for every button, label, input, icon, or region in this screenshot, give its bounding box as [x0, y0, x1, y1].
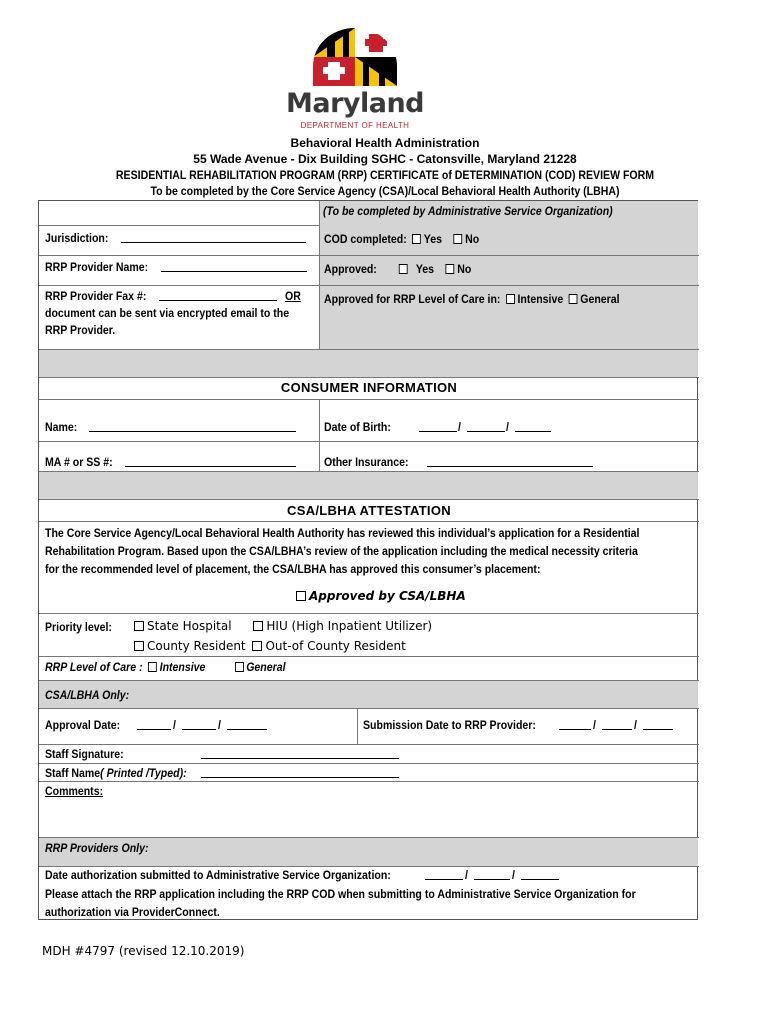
out-county-checkbox[interactable] [252, 641, 262, 651]
attach-instruction-1: Please attach the RRP application including the RRP COD when submitting to Administrative Service Organization for [45, 887, 636, 901]
approved-general-checkbox[interactable] [569, 294, 578, 304]
dob-label: Date of Birth: [324, 420, 391, 434]
approved-level-row [324, 292, 620, 306]
state-hospital-label: State Hospital [147, 619, 232, 633]
attach-instruction-2: authorization via ProviderConnect. [45, 905, 220, 919]
fax-note-line2: RRP Provider. [45, 323, 116, 337]
attestation-para-1: The Core Service Agency/Local Behavioral Health Authority has reviewed this individual’s application for a Residential [45, 526, 640, 540]
staff-name-row [45, 766, 187, 780]
cod-completed-row [324, 232, 479, 246]
dob-sep-2: / [506, 420, 509, 434]
approved-by-checkbox[interactable] [296, 591, 306, 601]
separator-bar-2 [39, 472, 698, 499]
auth-month-field[interactable] [425, 868, 463, 880]
approved-general-label: General [580, 292, 620, 306]
dob-month-field[interactable] [419, 420, 457, 432]
submission-day-field[interactable] [602, 718, 632, 730]
provider-fax-label: RRP Provider Fax #: [45, 289, 147, 303]
fax-note-line1: document can be sent via encrypted email to the [45, 306, 290, 320]
auth-year-field[interactable] [521, 868, 559, 880]
ma-ss-field[interactable] [125, 455, 296, 467]
submission-sep-1: / [593, 718, 596, 732]
hiu-label: HIU (High Inpatient Utilizer) [266, 619, 433, 633]
priority-row-1 [131, 619, 432, 633]
approved-intensive-checkbox[interactable] [506, 294, 515, 304]
printed-typed-label: ( Printed /Typed): [100, 766, 187, 780]
rrp-only-title: RRP Providers Only: [45, 841, 149, 855]
consumer-info-title: CONSUMER INFORMATION [280, 380, 458, 395]
approved-row [324, 262, 471, 276]
name-label: Name: [45, 420, 78, 434]
form-table [38, 200, 698, 920]
logo-department: DEPARTMENT OF HEALTH [300, 121, 410, 130]
rrp-level-row [45, 660, 286, 674]
separator-bar [39, 350, 698, 377]
cod-yes-label: Yes [423, 232, 442, 246]
provider-name-field[interactable] [161, 260, 307, 272]
auth-sep-1: / [465, 868, 468, 882]
submission-sep-2: / [634, 718, 637, 732]
logo-wordmark: Maryland [285, 88, 425, 119]
dob-year-field[interactable] [515, 420, 551, 432]
out-county-label: Out-of County Resident [265, 639, 406, 653]
attestation-para-2: Rehabilitation Program. Based upon the CSA/LBHA’s review of the application including the medical necessity criteria [45, 544, 638, 558]
cod-completed-label: COD completed: [324, 232, 407, 246]
rrp-general-label: General [246, 660, 286, 674]
ma-ss-label: MA # or SS #: [45, 455, 113, 469]
approved-by-label: Approved by CSA/LBHA [309, 589, 466, 603]
approval-sep-1: / [173, 718, 176, 732]
maryland-logo [285, 28, 425, 132]
attestation-title: CSA/LBHA ATTESTATION [287, 503, 451, 518]
jurisdiction-label: Jurisdiction: [45, 231, 109, 245]
approved-label: Approved: [324, 262, 377, 276]
cod-no-checkbox[interactable] [454, 234, 463, 244]
county-resident-label: County Resident [147, 639, 246, 653]
comments-field[interactable] [119, 783, 689, 835]
approved-yes-checkbox[interactable] [399, 264, 408, 274]
aso-note: (To be completed by Administrative Service Organization) [323, 204, 613, 218]
rrp-general-checkbox[interactable] [235, 662, 244, 672]
auth-sep-2: / [512, 868, 515, 882]
staff-signature-field[interactable] [201, 747, 399, 759]
county-resident-checkbox[interactable] [134, 641, 144, 651]
comments-label: Comments: [45, 784, 104, 798]
approved-yes-label: Yes [415, 262, 435, 276]
submission-year-field[interactable] [643, 718, 673, 730]
staff-name-field[interactable] [201, 766, 399, 778]
priority-label: Priority level: [45, 620, 112, 634]
priority-row-2 [131, 639, 406, 653]
csa-only-bar [39, 681, 698, 708]
auth-day-field[interactable] [474, 868, 510, 880]
csa-only-title: CSA/LBHA Only: [45, 688, 130, 702]
rrp-level-label: RRP Level of Care : [45, 660, 143, 674]
approved-intensive-label: Intensive [517, 292, 564, 306]
rrp-intensive-checkbox[interactable] [148, 662, 157, 672]
dob-day-field[interactable] [467, 420, 505, 432]
submission-date-label: Submission Date to RRP Provider: [363, 718, 536, 732]
cod-yes-checkbox[interactable] [412, 234, 421, 244]
staff-signature-label: Staff Signature: [45, 747, 124, 761]
approval-month-field[interactable] [137, 718, 171, 730]
approval-day-field[interactable] [182, 718, 216, 730]
rrp-intensive-label: Intensive [159, 660, 206, 674]
other-insurance-field[interactable] [427, 455, 593, 467]
dob-sep-1: / [458, 420, 461, 434]
approved-no-checkbox[interactable] [446, 264, 455, 274]
approval-sep-2: / [218, 718, 221, 732]
provider-fax-field[interactable] [159, 289, 277, 301]
name-field[interactable] [89, 420, 296, 432]
approval-year-field[interactable] [227, 718, 267, 730]
header-form-title: RESIDENTIAL REHABILITATION PROGRAM (RRP) CERTIFICATE of DETERMINATION (COD) REVIEW FORM [115, 168, 655, 182]
form-footer: MDH #4797 (revised 12.10.2019) [42, 944, 245, 958]
header-agency: Behavioral Health Administration [290, 136, 480, 150]
submission-month-field[interactable] [559, 718, 591, 730]
other-insurance-label: Other Insurance: [324, 455, 409, 469]
hiu-checkbox[interactable] [253, 621, 263, 631]
header-instruction: To be completed by the Core Service Agency (CSA)/Local Behavioral Health Authority (LBHA) [150, 184, 620, 198]
jurisdiction-field[interactable] [121, 231, 306, 243]
approved-by-row [293, 589, 466, 603]
approved-no-label: No [457, 262, 472, 276]
cod-no-label: No [465, 232, 480, 246]
provider-name-label: RRP Provider Name: [45, 260, 149, 274]
or-label: OR [285, 289, 301, 303]
staff-name-label: Staff Name [45, 766, 101, 780]
approval-date-label: Approval Date: [45, 718, 121, 732]
header-address: 55 Wade Avenue - Dix Building SGHC - Catonsville, Maryland 21228 [193, 152, 577, 166]
state-hospital-checkbox[interactable] [134, 621, 144, 631]
attestation-para-3: for the recommended level of placement, the CSA/LBHA has approved this consumer’s placement: [45, 562, 541, 576]
maryland-flag-icon [313, 28, 397, 86]
date-auth-label: Date authorization submitted to Administrative Service Organization: [45, 868, 391, 882]
approved-level-label: Approved for RRP Level of Care in: [324, 292, 501, 306]
